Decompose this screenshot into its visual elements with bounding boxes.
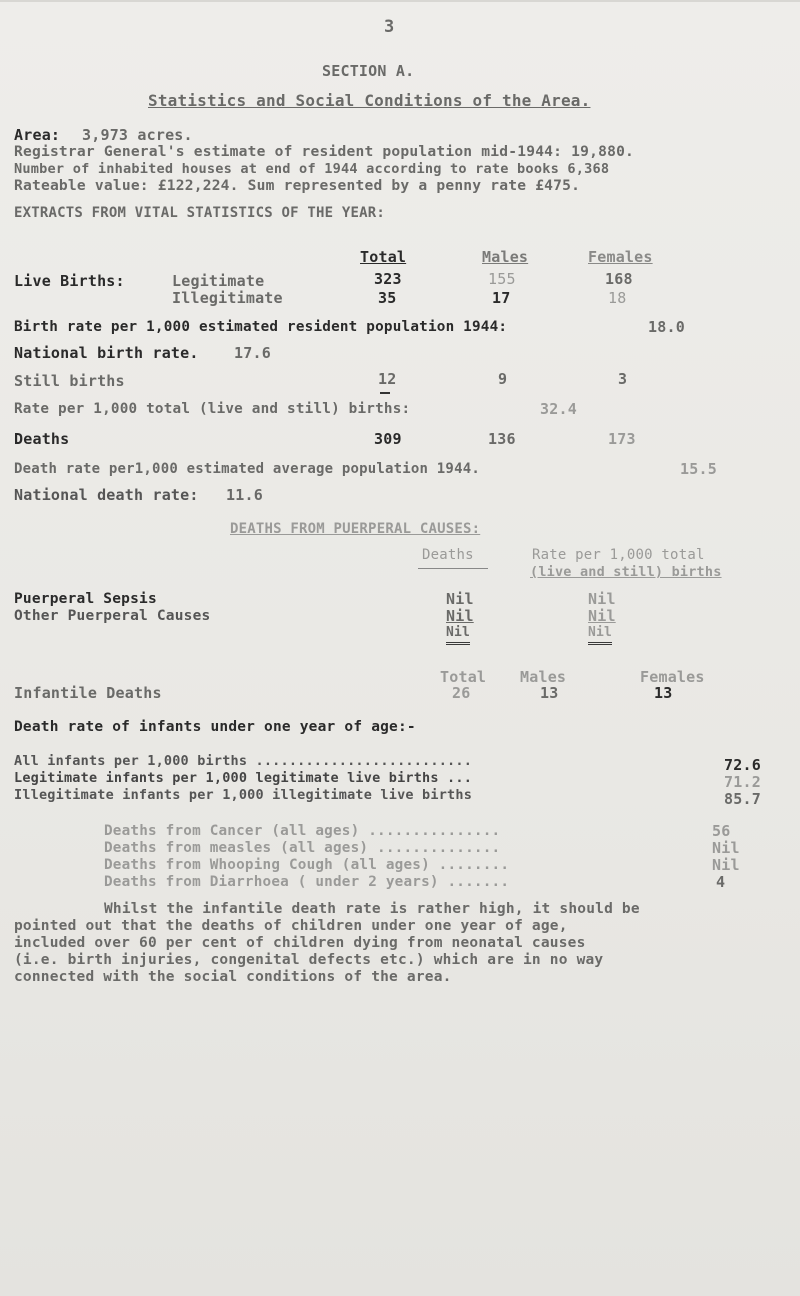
puerperal-col-rate-1: Rate per 1,000 total <box>532 547 705 563</box>
puerperal-col-deaths: Deaths <box>422 547 474 563</box>
deaths-males: 136 <box>488 430 516 448</box>
national-birth-rate-label: National birth rate. <box>14 344 199 362</box>
puerperal-heading: DEATHS FROM PUERPERAL CAUSES: <box>230 521 481 537</box>
infantile-col-females: Females <box>640 668 705 686</box>
page-number: 3 <box>384 17 395 37</box>
death-rate-label: Death rate per1,000 estimated average population 1944. <box>14 461 480 477</box>
national-death-rate-label: National death rate: <box>14 486 199 504</box>
other-puerperal-rate: Nil <box>588 607 616 625</box>
illegitimate-total: 35 <box>378 289 397 307</box>
registrar-estimate: Registrar General's estimate of resident population mid-1944: 19,880. <box>14 143 635 160</box>
puerperal-total-rate: Nil <box>588 624 612 645</box>
rateable-value: Rateable value: £122,224. Sum represented by a penny rate £475. <box>14 177 581 194</box>
note-line-1: Whilst the infantile death rate is rather high, it should be <box>104 901 640 917</box>
measles-deaths-value: Nil <box>712 839 740 857</box>
deaths-label: Deaths <box>14 430 70 448</box>
deaths-females: 173 <box>608 430 636 448</box>
puerperal-col-rate-2: (live and still) births <box>530 564 722 580</box>
national-death-rate-value: 11.6 <box>226 486 263 504</box>
area-value: 3,973 acres. <box>82 126 193 144</box>
whooping-cough-deaths-label: Deaths from Whooping Cough (all ages) ........ <box>104 857 510 873</box>
still-rate-value: 32.4 <box>540 400 577 418</box>
death-rate-value: 15.5 <box>680 460 717 478</box>
col-total: Total <box>360 248 407 266</box>
still-births-total: 12 <box>378 370 397 388</box>
sepsis-deaths: Nil <box>446 590 474 608</box>
diarrhoea-deaths-value: 4 <box>716 873 726 891</box>
still-rate-label: Rate per 1,000 total (live and still) births: <box>14 401 411 417</box>
live-births-label: Live Births: <box>14 272 125 290</box>
birth-rate-label: Birth rate per 1,000 estimated resident population 1944: <box>14 319 508 335</box>
national-birth-rate-value: 17.6 <box>234 344 271 362</box>
legit-infants-label: Legitimate infants per 1,000 legitimate live births ... <box>14 770 473 786</box>
illegit-infants-label: Illegitimate infants per 1,000 illegitimate live births <box>14 787 473 803</box>
all-infants-value: 72.6 <box>724 756 761 774</box>
sepsis-label: Puerperal Sepsis <box>14 591 157 607</box>
illegit-infants-value: 85.7 <box>724 790 761 808</box>
section-heading: Statistics and Social Conditions of the Area. <box>148 91 591 110</box>
infantile-deaths-females: 13 <box>654 684 673 702</box>
other-puerperal-label: Other Puerperal Causes <box>14 608 211 624</box>
whooping-cough-deaths-value: Nil <box>712 856 740 874</box>
section-label: SECTION A. <box>322 62 415 80</box>
cancer-deaths-value: 56 <box>712 822 731 840</box>
illegitimate-males: 17 <box>492 289 511 307</box>
note-line-4: (i.e. birth injuries, congenital defects etc.) which are in no way <box>14 952 604 968</box>
infantile-deaths-label: Infantile Deaths <box>14 684 162 702</box>
legitimate-total: 323 <box>374 270 402 288</box>
inhabited-houses: Number of inhabited houses at end of 1944 according to rate books 6,368 <box>14 161 610 177</box>
infantile-deaths-total: 26 <box>452 684 471 702</box>
legitimate-label: Legitimate <box>172 272 265 290</box>
measles-deaths-label: Deaths from measles (all ages) .............. <box>104 840 501 856</box>
still-births-females: 3 <box>618 370 628 388</box>
cancer-deaths-label: Deaths from Cancer (all ages) ............... <box>104 823 501 839</box>
infantile-col-total: Total <box>440 668 487 686</box>
all-infants-label: All infants per 1,000 births .......................... <box>14 753 473 769</box>
area-label: Area: <box>14 126 61 144</box>
birth-rate-value: 18.0 <box>648 318 685 336</box>
sepsis-rate: Nil <box>588 590 616 608</box>
tick-mark <box>380 392 390 394</box>
illegitimate-label: Illegitimate <box>172 289 283 307</box>
infant-rate-heading: Death rate of infants under one year of age:- <box>14 719 416 735</box>
col-males: Males <box>482 248 529 266</box>
page-edge <box>0 0 800 2</box>
deaths-total: 309 <box>374 430 402 448</box>
legit-infants-value: 71.2 <box>724 773 761 791</box>
note-line-2: pointed out that the deaths of children under one year of age, <box>14 918 568 934</box>
legitimate-females: 168 <box>605 270 633 288</box>
legitimate-males: 155 <box>488 270 516 288</box>
still-births-label: Still births <box>14 372 125 390</box>
extracts-heading: EXTRACTS FROM VITAL STATISTICS OF THE YEAR: <box>14 205 386 221</box>
note-line-5: connected with the social conditions of the area. <box>14 969 452 985</box>
infantile-deaths-males: 13 <box>540 684 559 702</box>
other-puerperal-deaths: Nil <box>446 607 474 625</box>
diarrhoea-deaths-label: Deaths from Diarrhoea ( under 2 years) ....... <box>104 874 510 890</box>
note-line-3: included over 60 per cent of children dying from neonatal causes <box>14 935 586 951</box>
puerperal-total-deaths: Nil <box>446 624 470 645</box>
deaths-underline <box>418 568 488 569</box>
still-births-males: 9 <box>498 370 508 388</box>
infantile-col-males: Males <box>520 668 567 686</box>
illegitimate-females: 18 <box>608 289 627 307</box>
col-females: Females <box>588 248 653 266</box>
